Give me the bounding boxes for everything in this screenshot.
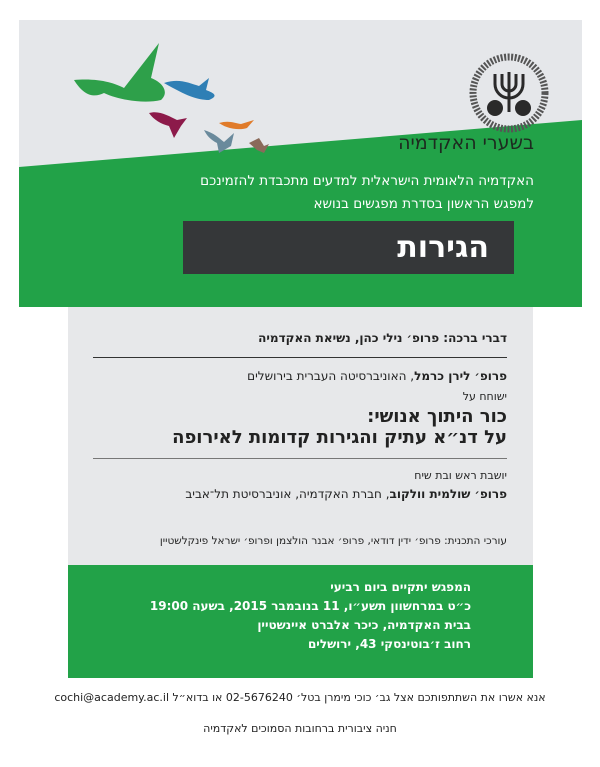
birds-illustration	[69, 38, 309, 153]
lecture-title-line: על דנ״א עתיק והגירות קדומות לאירופה	[172, 427, 507, 448]
chair-name: פרופ׳ שולמית וולקוב	[389, 487, 507, 501]
series-title: בשערי האקדמיה	[398, 132, 534, 154]
speaker-name: פרופ׳ לירן כרמל	[414, 369, 507, 383]
lecture-title-line: כור היתוך אנושי:	[367, 406, 507, 427]
topic-title: הגירות	[183, 221, 514, 274]
chair-affiliation: , חברת האקדמיה, אוניברסיטת תל־אביב	[185, 487, 390, 501]
chair-label: יושבת ראש ובת שיח	[414, 469, 507, 482]
event-line: כ״ט במרחשוון תשע״ו, 11 בנובמבר 2015, בשעה 19:00	[149, 599, 471, 613]
bird-icon	[74, 43, 165, 102]
invite-line: האקדמיה הלאומית הישראלית למדעים מתכבדת להזמינכם	[200, 173, 534, 189]
bird-icon	[149, 112, 187, 138]
invitation-text	[200, 170, 534, 216]
bird-icon	[249, 138, 269, 153]
speaker	[247, 369, 507, 383]
lecture-title	[172, 406, 507, 448]
parking-text: חניה ציבורית ברחובות הסמוכים לאקדמיה	[203, 722, 397, 735]
chair	[185, 487, 507, 501]
academy-logo	[459, 50, 559, 140]
divider	[93, 357, 507, 358]
program-panel	[68, 307, 533, 565]
program-editors: עורכי התכנית: פרופ׳ ידין דודאי, פרופ׳ אבנר הולצמן ופרופ׳ ישראל פינקלשטיין	[159, 535, 507, 547]
invite-line: למפגש הראשון בסדרת מפגשים בנושא	[313, 196, 534, 212]
bird-icon	[204, 130, 234, 153]
divider	[93, 458, 507, 459]
event-details	[68, 565, 533, 678]
speaks-on: ישוחח על	[462, 390, 507, 403]
bird-icon	[219, 120, 254, 129]
speaker-affiliation: , האוניברסיטה העברית בירושלים	[247, 369, 415, 383]
event-line: בבית האקדמיה, כיכר אלברט איינשטיין	[257, 618, 471, 632]
bird-icon	[164, 78, 215, 100]
greeting: דברי ברכה: פרופ׳ נילי כהן, נשיאת האקדמיה	[258, 331, 507, 345]
event-text	[150, 578, 471, 654]
event-line: המפגש יתקיים ביום רביעי	[330, 580, 471, 594]
event-line: רחוב ז׳בוטינסקי 43, ירושלים	[307, 637, 471, 651]
rsvp-text: אנא אשרו את השתתפותכם אצל גב׳ כוכי מימרן בטל׳ 02-5676240 או בדוא״ל cochi@academy.ac.il	[54, 691, 546, 704]
